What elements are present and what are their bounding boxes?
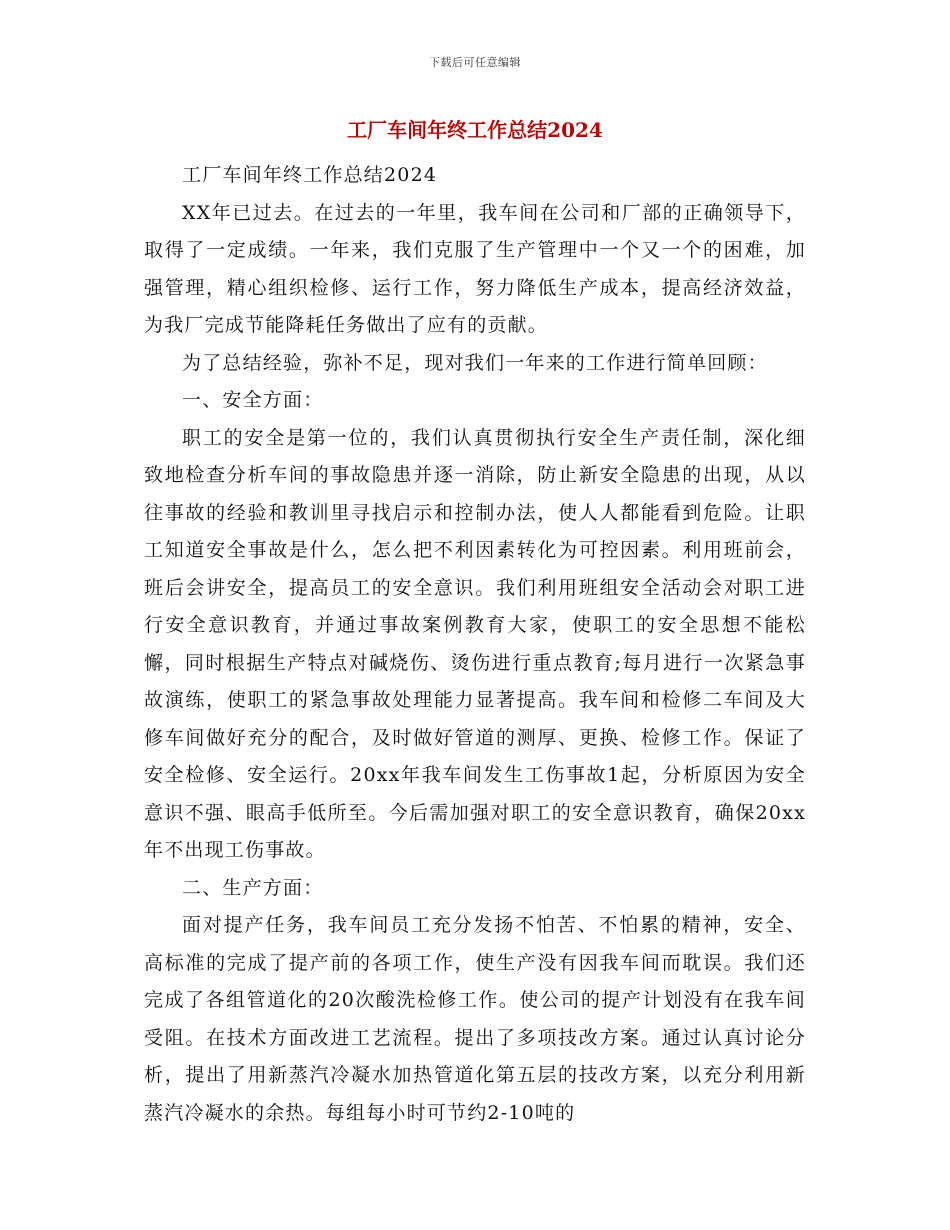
paragraph-subtitle: 工厂车间年终工作总结2024: [182, 164, 438, 186]
paragraph-review: 为了总结经验，弥补不足，现对我们一年来的工作进行简单回顾：: [182, 351, 768, 374]
document-body: [144, 157, 806, 1132]
document-title: 工厂车间年终工作总结2024: [347, 118, 603, 142]
section-heading-production: 二、生产方面：: [182, 876, 324, 899]
paragraph-production: 面对提产任务，我车间员工充分发扬不怕苦、不怕累的精神，安全、高标准的完成了提产前的各项工作，使生产没有因我车间而耽误。我们还完成了各组管道化的20次酸洗检修工作。使公司的提产计划没有在我车间受阻。在技术方面改进工艺流程。提出了多项技改方案。通过认真讨论分析，提出了用新蒸汽冷凝水加热管道化第五层的技改方案，以充分利用新蒸汽冷凝水的余热。每组每小时可节约2-10吨的: [144, 914, 806, 1124]
page-header-note: 下载后可任意编辑: [429, 56, 521, 69]
paragraph-intro: XX年已过去。在过去的一年里，我车间在公司和厂部的正确领导下，取得了一定成绩。一年来，我们克服了生产管理中一个又一个的困难，加强管理，精心组织检修、运行工作，努力降低生产成本，提高经济效益，为我厂完成节能降耗任务做出了应有的贡献。: [144, 201, 806, 336]
paragraph-safety: 职工的安全是第一位的，我们认真贯彻执行安全生产责任制，深化细致地检查分析车间的事故隐患并逐一消除，防止新安全隐患的出现，从以往事故的经验和教训里寻找启示和控制办法，使人人都能看到危险。让职工知道安全事故是什么，怎么把不利因素转化为可控因素。利用班前会，班后会讲安全，提高员工的安全意识。我们利用班组安全活动会对职工进行安全意识教育，并通过事故案例教育大家，使职工的安全思想不能松懈，同时根据生产特点对碱烧伤、烫伤进行重点教育;每月进行一次紧急事故演练，使职工的紧急事故处理能力显著提高。我车间和检修二车间及大修车间做好充分的配合，及时做好管道的测厚、更换、检修工作。保证了安全检修、安全运行。20xx年我车间发生工伤事故1起，分析原因为安全意识不强、眼高手低所至。今后需加强对职工的安全意识教育，确保20xx年不出现工伤事故。: [144, 426, 806, 861]
section-heading-safety: 一、安全方面：: [182, 389, 324, 411]
